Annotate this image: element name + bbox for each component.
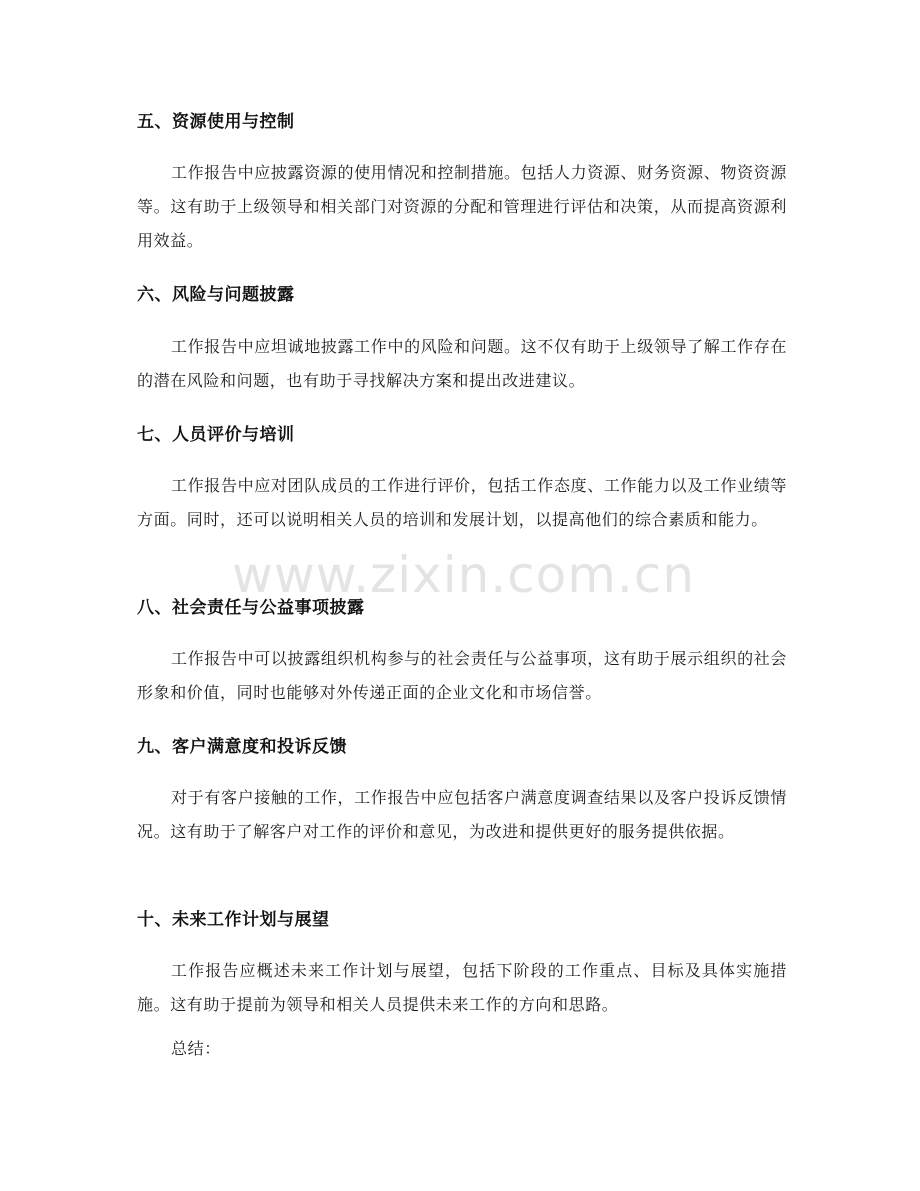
section-6-body: 工作报告中应坦诚地披露工作中的风险和问题。这不仅有助于上级领导了解工作存在的潜在风险和问题，也有助于寻找解决方案和提出改进建议。 (137, 337, 787, 390)
section-6-heading: 六、风险与问题披露 (137, 285, 295, 305)
summary-label: 总结： (171, 1039, 221, 1058)
section-5-body: 工作报告中应披露资源的使用情况和控制措施。包括人力资源、财务资源、物资资源等。这有助于上级领导和相关部门对资源的分配和管理进行评估和决策，从而提高资源利用效益。 (137, 163, 787, 250)
section-8-heading: 八、社会责任与公益事项披露 (137, 598, 365, 618)
watermark: www.zixin.com.cn (232, 546, 696, 604)
section-10-body: 工作报告应概述未来工作计划与展望，包括下阶段的工作重点、目标及具体实施措施。这有助于提前为领导和相关人员提供未来工作的方向和思路。 (137, 961, 787, 1014)
section-5-heading: 五、资源使用与控制 (137, 112, 295, 132)
section-7-body: 工作报告中应对团队成员的工作进行评价，包括工作态度、工作能力以及工作业绩等方面。同时，还可以说明相关人员的培训和发展计划，以提高他们的综合素质和能力。 (137, 476, 787, 529)
section-9-body: 对于有客户接触的工作，工作报告中应包括客户满意度调查结果以及客户投诉反馈情况。这有助于了解客户对工作的评价和意见，为改进和提供更好的服务提供依据。 (137, 788, 787, 841)
section-8-body: 工作报告中可以披露组织机构参与的社会责任与公益事项，这有助于展示组织的社会形象和价值，同时也能够对外传递正面的企业文化和市场信誉。 (137, 649, 787, 702)
section-10-heading: 十、未来工作计划与展望 (137, 910, 330, 930)
section-9-heading: 九、客户满意度和投诉反馈 (137, 737, 347, 757)
section-7-heading: 七、人员评价与培训 (137, 425, 295, 445)
